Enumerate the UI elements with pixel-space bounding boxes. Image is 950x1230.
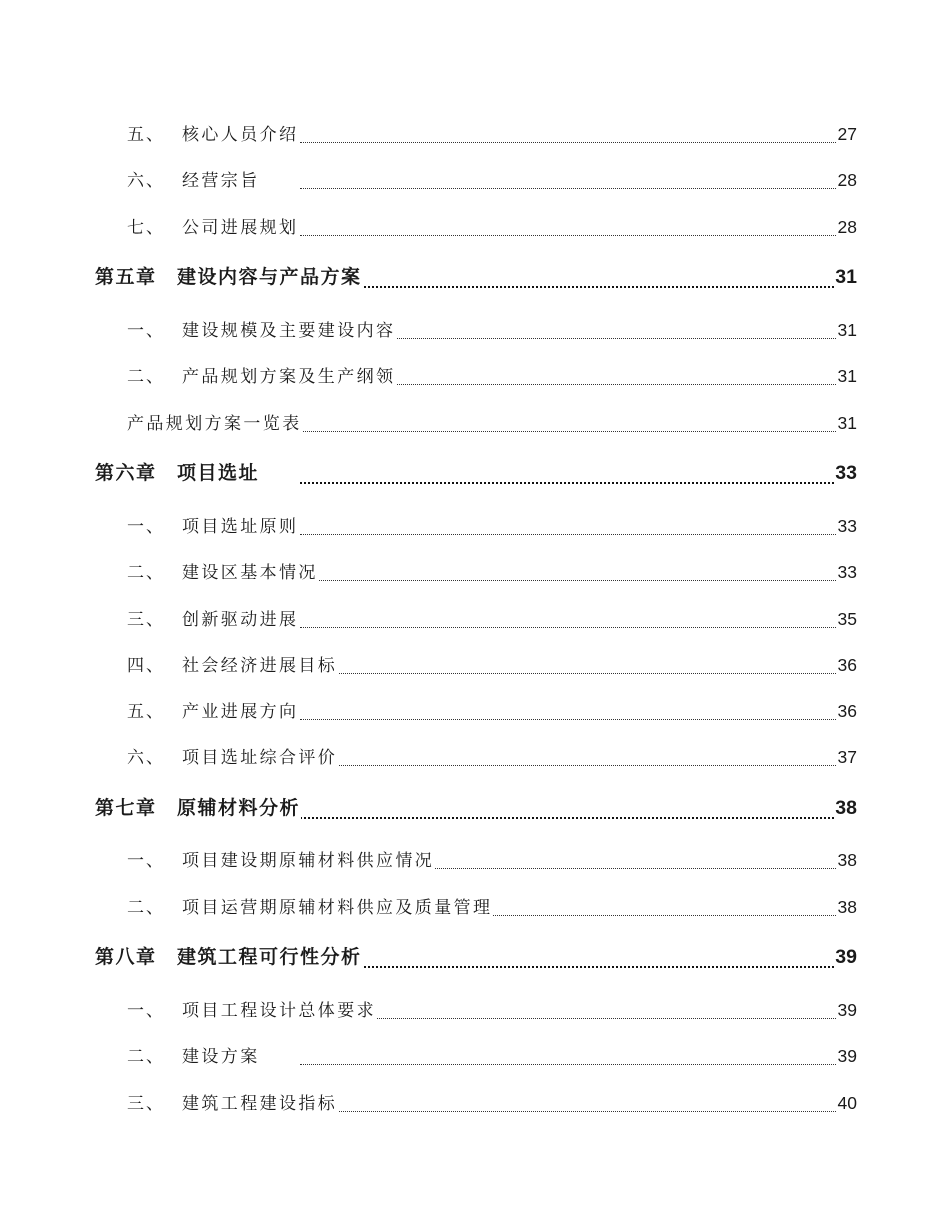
section-title: 建设规模及主要建设内容	[182, 321, 396, 341]
toc-section-entry[interactable]	[0, 168, 950, 198]
section-title: 建筑工程建设指标	[182, 1094, 338, 1114]
dot-leader	[300, 142, 838, 143]
chapter-number: 第七章	[95, 797, 157, 819]
page-number: 39	[835, 946, 857, 968]
section-number: 一、	[127, 1001, 165, 1021]
section-number: 二、	[127, 563, 165, 583]
section-number: 一、	[127, 851, 165, 871]
section-title: 项目选址原则	[182, 517, 299, 537]
dot-leader	[300, 431, 838, 432]
toc-entry-label	[127, 743, 338, 768]
section-number: 三、	[127, 1094, 165, 1114]
toc-entry-label	[95, 458, 260, 485]
toc-entry-label	[127, 120, 299, 145]
toc-section-entry[interactable]	[0, 514, 950, 544]
dot-leader	[300, 1064, 838, 1065]
toc-entry-label	[127, 651, 338, 676]
section-number: 二、	[127, 898, 165, 918]
section-number: 三、	[127, 610, 165, 630]
dot-leader	[300, 817, 838, 819]
chapter-number: 第五章	[95, 266, 157, 288]
dot-leader	[300, 188, 838, 189]
toc-entry-label	[95, 793, 301, 820]
toc-section-entry[interactable]	[0, 699, 950, 729]
dot-leader	[300, 580, 838, 581]
toc-entry-label	[127, 316, 396, 341]
section-number: 一、	[127, 517, 165, 537]
dot-leader	[300, 235, 838, 236]
section-title: 产品规划方案及生产纲领	[182, 367, 396, 387]
page-number: 33	[837, 562, 857, 582]
chapter-title: 项目选址	[177, 462, 260, 484]
toc-section-entry[interactable]	[0, 1091, 950, 1121]
section-title: 项目工程设计总体要求	[182, 1001, 376, 1021]
section-title: 经营宗旨	[182, 171, 260, 191]
page-number: 38	[835, 797, 857, 819]
section-title: 产品规划方案一览表	[127, 414, 302, 434]
page-number: 40	[837, 1093, 857, 1113]
toc-entry-label	[127, 409, 303, 434]
toc-entry-label	[95, 262, 363, 289]
toc-entry-label	[127, 697, 299, 722]
page-number: 39	[837, 1000, 857, 1020]
toc-section-entry[interactable]	[0, 215, 950, 245]
section-number: 七、	[127, 218, 165, 238]
toc-chapter-entry[interactable]	[0, 797, 950, 827]
section-title: 核心人员介绍	[182, 125, 299, 145]
section-number: 一、	[127, 321, 165, 341]
page-number: 35	[837, 609, 857, 629]
chapter-number: 第六章	[95, 462, 157, 484]
toc-section-entry[interactable]	[0, 364, 950, 394]
section-title: 建设区基本情况	[182, 563, 318, 583]
chapter-title: 建设内容与产品方案	[177, 266, 362, 288]
toc-section-entry[interactable]	[0, 411, 950, 441]
toc-entry-label	[127, 846, 435, 871]
section-title: 项目建设期原辅材料供应情况	[182, 851, 435, 871]
section-title: 建设方案	[182, 1047, 260, 1067]
section-number: 二、	[127, 367, 165, 387]
page-number: 38	[837, 897, 857, 917]
page-number: 36	[837, 655, 857, 675]
dot-leader	[300, 719, 838, 720]
toc-entry-label	[127, 166, 261, 191]
toc-section-entry[interactable]	[0, 607, 950, 637]
toc-chapter-entry[interactable]	[0, 266, 950, 296]
toc-entry-label	[127, 1089, 338, 1114]
section-number: 五、	[127, 702, 165, 722]
section-number: 四、	[127, 656, 165, 676]
section-title: 项目选址综合评价	[182, 748, 338, 768]
toc-entry-label	[127, 558, 319, 583]
section-title: 产业进展方向	[182, 702, 299, 722]
page-number: 31	[837, 320, 857, 340]
dot-leader	[300, 286, 838, 288]
chapter-title: 原辅材料分析	[177, 797, 301, 819]
toc-entry-label	[127, 996, 377, 1021]
dot-leader	[300, 966, 838, 968]
dot-leader	[300, 673, 838, 674]
section-title: 创新驱动进展	[182, 610, 299, 630]
toc-section-entry[interactable]	[0, 998, 950, 1028]
dot-leader	[300, 1018, 838, 1019]
section-title: 公司进展规划	[182, 218, 299, 238]
page-number: 31	[837, 413, 857, 433]
page-number: 38	[837, 850, 857, 870]
page-number: 37	[837, 747, 857, 767]
toc-section-entry[interactable]	[0, 895, 950, 925]
toc-entry-label	[127, 605, 299, 630]
section-number: 二、	[127, 1047, 165, 1067]
dot-leader	[300, 765, 838, 766]
toc-section-entry[interactable]	[0, 848, 950, 878]
section-title: 社会经济进展目标	[182, 656, 338, 676]
toc-section-entry[interactable]	[0, 745, 950, 775]
toc-section-entry[interactable]	[0, 653, 950, 683]
page-number: 28	[837, 217, 857, 237]
toc-entry-label	[95, 942, 363, 969]
toc-section-entry[interactable]	[0, 1044, 950, 1074]
toc-section-entry[interactable]	[0, 318, 950, 348]
page-number: 33	[835, 462, 857, 484]
page-number: 31	[835, 266, 857, 288]
section-number: 六、	[127, 171, 165, 191]
toc-section-entry[interactable]	[0, 560, 950, 590]
page-number: 33	[837, 516, 857, 536]
page-number: 36	[837, 701, 857, 721]
page-number: 31	[837, 366, 857, 386]
chapter-title: 建筑工程可行性分析	[177, 946, 362, 968]
toc-entry-label	[127, 1042, 261, 1067]
dot-leader	[300, 482, 838, 484]
toc-entry-label	[127, 213, 299, 238]
toc-entry-label	[127, 893, 493, 918]
toc-section-entry[interactable]	[0, 122, 950, 152]
section-number: 五、	[127, 125, 165, 145]
dot-leader	[300, 627, 838, 628]
dot-leader	[300, 1111, 838, 1112]
page-number: 28	[837, 170, 857, 190]
toc-entry-label	[127, 512, 299, 537]
page-number: 27	[837, 124, 857, 144]
dot-leader	[300, 534, 838, 535]
toc-chapter-entry[interactable]	[0, 462, 950, 492]
section-title: 项目运营期原辅材料供应及质量管理	[182, 898, 493, 918]
toc-entry-label	[127, 362, 396, 387]
chapter-number: 第八章	[95, 946, 157, 968]
toc-chapter-entry[interactable]	[0, 946, 950, 976]
section-number: 六、	[127, 748, 165, 768]
page-number: 39	[837, 1046, 857, 1066]
